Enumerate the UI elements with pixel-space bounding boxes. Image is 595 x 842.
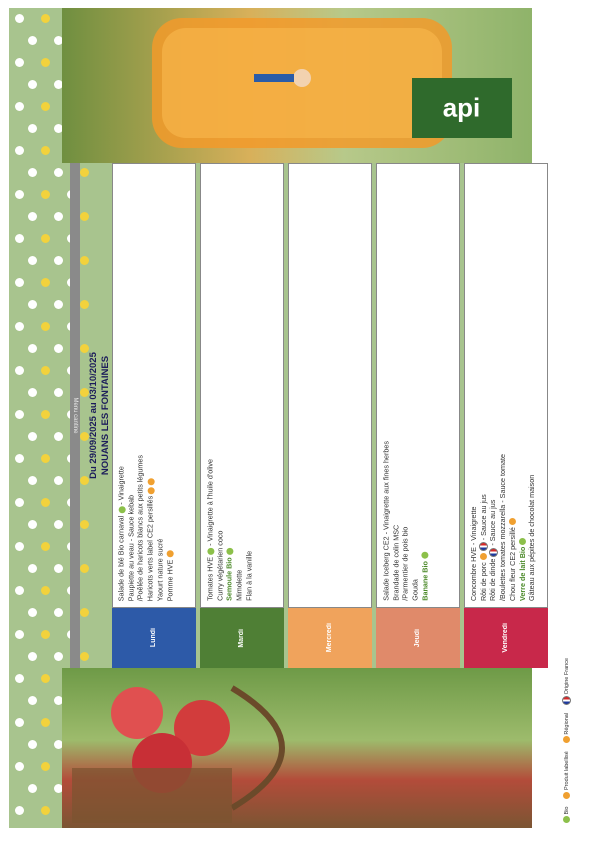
polka-dot [15,410,24,419]
polka-dot [28,388,37,397]
menu-item: /Poêlée de haricots blancs aux petits légumes [136,454,146,601]
menu-item: Gouda [410,579,420,601]
polka-dot [28,608,37,617]
polka-dot [41,718,50,727]
polka-dot [28,300,37,309]
legend-item: Régional [564,713,570,745]
menu-label-strip [70,163,80,668]
polka-dot [41,806,50,815]
day-name: Vendredi [502,623,510,653]
label-icon [167,550,174,557]
decorative-photo-apples [62,668,532,828]
polka-dot [41,498,50,507]
polka-dot [41,410,50,419]
menu-item: Haricots verts label CE2 persillés [146,455,156,601]
bio-icon [519,538,526,545]
label-icon [509,518,516,525]
polka-dot [41,366,50,375]
polka-dot [28,80,37,89]
legend-item: Produit labellisé [564,751,570,800]
polka-dot [15,718,24,727]
menu-item: Salade de blé Bio carnaval - Vinaigrette [117,465,126,601]
day-header-mercredi [288,608,372,668]
day-name: Mercredi [326,623,334,653]
day-header-lundi [112,608,196,668]
api-logo [412,78,512,138]
france-flag-icon [489,548,498,557]
menu-item: Rôti de dinde - Sauce au jus [488,499,498,601]
polka-dot [28,564,37,573]
day-header-vendredi [464,608,548,668]
label-icon [480,553,487,560]
day-name: Mardi [238,628,246,648]
label-icon [563,792,570,799]
polka-dot [41,146,50,155]
menu-item: Rôti de porc - Sauce au jus [478,494,488,601]
polka-dot [15,190,24,199]
polka-dot [41,190,50,199]
legend-item: Bio [564,807,570,825]
bio-icon [119,506,126,513]
polka-dot [15,630,24,639]
day-menu-mercredi [288,163,372,608]
day-name: Lundi [150,628,158,648]
polka-dot [41,322,50,331]
menu-item: Yaourt nature sucré [155,538,165,601]
polka-dot [15,146,24,155]
day-menu-vendredi [464,163,548,608]
polka-dot [28,212,37,221]
polka-dot [28,432,37,441]
day-header-mardi [200,608,284,668]
label-icon [563,736,570,743]
day-menu-mardi [200,163,284,608]
page-dates: Du 29/09/2025 au 03/10/2025 [88,352,99,479]
menu-item: Curry végétarien coco [214,530,224,601]
polka-dot [28,256,37,265]
polka-dot [28,520,37,529]
polka-dot [28,696,37,705]
menu-item: Semoule Bio [224,459,234,601]
polka-dot [15,542,24,551]
menu-item: /Boulettes tomates mozzarella - Sauce tomate [498,453,508,601]
menu-item: Flan à la vanille [243,551,253,601]
polka-dot [28,652,37,661]
menu-item: /Parmentier de pois bio [400,527,410,601]
api-logo-text: api [443,92,481,123]
menu-item: Gâteau aux pépites de chocolat maison [527,474,537,601]
menu-item: Brandade de colin MSC [390,525,400,601]
bio-icon [207,548,214,555]
polka-dot [28,784,37,793]
polka-dot [41,234,50,243]
polka-dot [15,806,24,815]
menu-sheet [62,8,537,828]
polka-dot [28,124,37,133]
legend-item: Origine France [564,658,570,707]
menu-item: Pomme HVE [166,455,176,601]
day-name: Jeudi [414,628,422,648]
polka-dot [41,14,50,23]
polka-dot [41,102,50,111]
menu-item: Chou fleur CE2 persillé [508,454,518,601]
page-header [80,163,112,668]
polka-dot [15,454,24,463]
polka-dot [15,234,24,243]
menu-item: Tomates HVE - Vinaigrette à l'huile d'olive [205,459,214,601]
polka-dot [41,454,50,463]
polka-dot [41,58,50,67]
menu-item: Banane Bio [420,441,430,601]
polka-dot [15,322,24,331]
polka-dot [15,366,24,375]
bio-icon [563,816,570,823]
menu-item: Mimolette [234,569,244,601]
polka-dot [15,14,24,23]
polka-dot [15,586,24,595]
polka-dot [28,476,37,485]
polka-dot [15,762,24,771]
apples-illustration [62,668,532,828]
bio-icon [226,548,233,555]
polka-dot [28,740,37,749]
polka-dot [15,498,24,507]
page-title: NOUANS LES FONTAINES [100,355,111,476]
polka-dot [15,58,24,67]
polka-dot [15,674,24,683]
day-header-jeudi [376,608,460,668]
polka-dot [28,344,37,353]
label-icon [148,487,155,494]
polka-dot [28,36,37,45]
polka-dot [28,168,37,177]
polka-dot [15,102,24,111]
menu-item: Salade Iceberg CE2 - Vinaigrette aux fines herbes [381,441,390,601]
polka-dot [41,586,50,595]
day-menu-jeudi [376,163,460,608]
france-flag-icon [479,542,488,551]
france-flag-icon [562,696,571,705]
polka-dot [41,762,50,771]
menu-label: Menu cantine [72,397,78,434]
polka-dot [41,278,50,287]
menu-item: Concombre HVE - Vinaigrette [469,506,478,601]
polka-dot [41,542,50,551]
day-menu-lundi [112,163,196,608]
polka-dot [41,630,50,639]
decorative-photo-juice [62,8,532,163]
label-icon [148,478,155,485]
polka-dot [41,674,50,683]
menu-item: Verre de lait Bio [518,454,528,601]
menu-item: Paupiette au veau - Sauce kebab [126,494,136,601]
polka-dot [15,278,24,287]
bio-icon [421,552,428,559]
